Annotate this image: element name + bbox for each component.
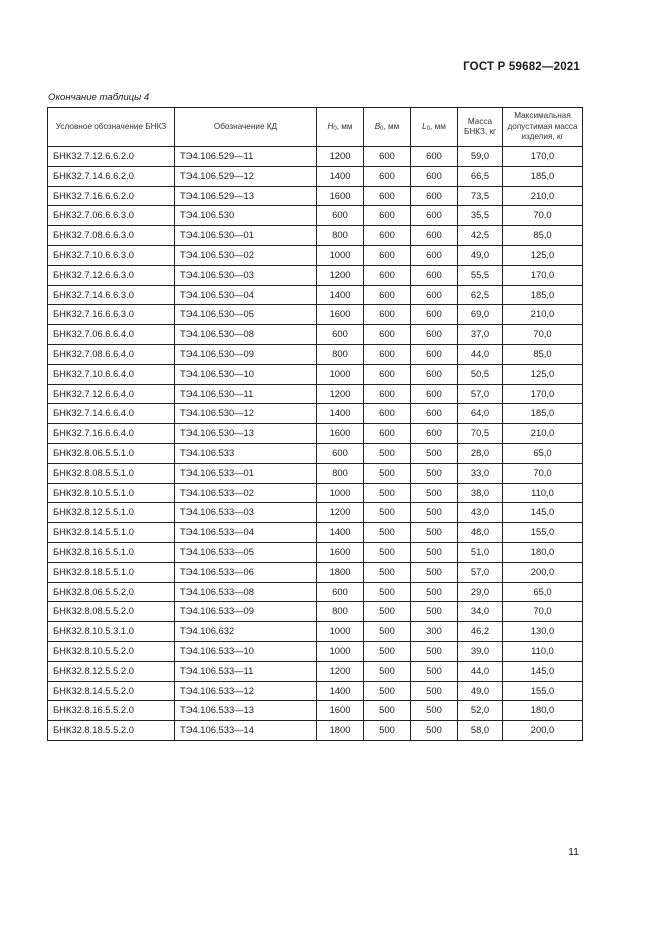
cell-b0: 600 xyxy=(364,305,411,325)
cell-max-mass: 85,0 xyxy=(503,226,583,246)
cell-kd: ТЭ4.106.530—10 xyxy=(175,364,317,384)
cell-h0: 1600 xyxy=(317,424,364,444)
cell-b0: 500 xyxy=(364,582,411,602)
cell-b0: 600 xyxy=(364,265,411,285)
cell-b0: 500 xyxy=(364,721,411,741)
cell-kd: ТЭ4.106.533—03 xyxy=(175,503,317,523)
col-header-max-mass: Максимальная допустимая масса изделия, кг xyxy=(503,108,583,147)
cell-b0: 600 xyxy=(364,325,411,345)
table-row xyxy=(48,443,583,463)
table-row xyxy=(48,206,583,226)
cell-designation: БНК32.8.14.5.5.1.0 xyxy=(48,523,175,543)
cell-max-mass: 180,0 xyxy=(503,701,583,721)
cell-h0: 800 xyxy=(317,344,364,364)
cell-designation: БНК32.8.10.5.5.1.0 xyxy=(48,483,175,503)
cell-kd: ТЭ4.106.533—01 xyxy=(175,463,317,483)
cell-max-mass: 125,0 xyxy=(503,364,583,384)
cell-mass: 70,5 xyxy=(458,424,503,444)
cell-l0: 500 xyxy=(411,503,458,523)
cell-h0: 600 xyxy=(317,325,364,345)
cell-designation: БНК32.8.06.5.5.1.0 xyxy=(48,443,175,463)
cell-mass: 58,0 xyxy=(458,721,503,741)
cell-max-mass: 70,0 xyxy=(503,463,583,483)
table-row xyxy=(48,424,583,444)
cell-l0: 500 xyxy=(411,463,458,483)
cell-b0: 500 xyxy=(364,622,411,642)
cell-b0: 600 xyxy=(364,364,411,384)
cell-max-mass: 210,0 xyxy=(503,424,583,444)
cell-h0: 600 xyxy=(317,206,364,226)
cell-mass: 37,0 xyxy=(458,325,503,345)
specs-table xyxy=(47,107,583,741)
cell-b0: 500 xyxy=(364,602,411,622)
cell-mass: 48,0 xyxy=(458,523,503,543)
cell-mass: 66,5 xyxy=(458,166,503,186)
cell-designation: БНК32.7.06.6.6.4.0 xyxy=(48,325,175,345)
cell-mass: 69,0 xyxy=(458,305,503,325)
table-row xyxy=(48,463,583,483)
cell-kd: ТЭ4.106.533—04 xyxy=(175,523,317,543)
cell-l0: 500 xyxy=(411,443,458,463)
cell-b0: 500 xyxy=(364,523,411,543)
col-header-designation: Условное обозначение БНКЗ xyxy=(48,108,175,147)
cell-kd: ТЭ4.106.530—03 xyxy=(175,265,317,285)
cell-max-mass: 125,0 xyxy=(503,245,583,265)
cell-kd: ТЭ4.106.533—02 xyxy=(175,483,317,503)
cell-b0: 600 xyxy=(364,206,411,226)
cell-h0: 1200 xyxy=(317,384,364,404)
cell-b0: 600 xyxy=(364,344,411,364)
cell-designation: БНК32.8.08.5.5.2.0 xyxy=(48,602,175,622)
table-row xyxy=(48,582,583,602)
table-row xyxy=(48,364,583,384)
cell-max-mass: 65,0 xyxy=(503,443,583,463)
cell-mass: 42,5 xyxy=(458,226,503,246)
cell-h0: 1400 xyxy=(317,404,364,424)
cell-max-mass: 200,0 xyxy=(503,562,583,582)
cell-kd: ТЭ4.106.533—05 xyxy=(175,542,317,562)
cell-designation: БНК32.7.14.6.6.2.0 xyxy=(48,166,175,186)
cell-designation: БНК32.7.16.6.6.3.0 xyxy=(48,305,175,325)
cell-b0: 500 xyxy=(364,443,411,463)
cell-b0: 500 xyxy=(364,483,411,503)
cell-max-mass: 70,0 xyxy=(503,602,583,622)
cell-mass: 46,2 xyxy=(458,622,503,642)
cell-h0: 1600 xyxy=(317,305,364,325)
cell-max-mass: 65,0 xyxy=(503,582,583,602)
table-row xyxy=(48,166,583,186)
cell-designation: БНК32.8.18.5.5.1.0 xyxy=(48,562,175,582)
cell-kd: ТЭ4.106.530—09 xyxy=(175,344,317,364)
cell-mass: 35,5 xyxy=(458,206,503,226)
cell-h0: 1600 xyxy=(317,701,364,721)
cell-h0: 800 xyxy=(317,602,364,622)
cell-mass: 44,0 xyxy=(458,661,503,681)
cell-mass: 28,0 xyxy=(458,443,503,463)
cell-b0: 600 xyxy=(364,147,411,167)
cell-l0: 500 xyxy=(411,523,458,543)
cell-max-mass: 170,0 xyxy=(503,384,583,404)
cell-kd: ТЭ4.106.533—10 xyxy=(175,641,317,661)
cell-l0: 600 xyxy=(411,344,458,364)
cell-mass: 38,0 xyxy=(458,483,503,503)
cell-kd: ТЭ4.106.530—02 xyxy=(175,245,317,265)
cell-h0: 1200 xyxy=(317,661,364,681)
table-row xyxy=(48,542,583,562)
cell-l0: 600 xyxy=(411,305,458,325)
cell-designation: БНК32.8.12.5.5.1.0 xyxy=(48,503,175,523)
cell-kd: ТЭ4.106.533—06 xyxy=(175,562,317,582)
cell-l0: 600 xyxy=(411,245,458,265)
table-row xyxy=(48,562,583,582)
cell-b0: 600 xyxy=(364,166,411,186)
cell-max-mass: 145,0 xyxy=(503,503,583,523)
table-row xyxy=(48,523,583,543)
cell-l0: 600 xyxy=(411,404,458,424)
col-header-kd: Обозначение КД xyxy=(175,108,317,147)
cell-max-mass: 210,0 xyxy=(503,305,583,325)
cell-h0: 1600 xyxy=(317,186,364,206)
table-row xyxy=(48,245,583,265)
cell-mass: 64,0 xyxy=(458,404,503,424)
col-header-mass: Масса БНКЗ, кг xyxy=(458,108,503,147)
cell-max-mass: 185,0 xyxy=(503,404,583,424)
table-caption: Окончание таблицы 4 xyxy=(48,92,150,103)
cell-mass: 57,0 xyxy=(458,562,503,582)
cell-b0: 600 xyxy=(364,384,411,404)
cell-h0: 1000 xyxy=(317,483,364,503)
cell-kd: ТЭ4.106.533 xyxy=(175,443,317,463)
cell-kd: ТЭ4.106.529—13 xyxy=(175,186,317,206)
cell-h0: 1000 xyxy=(317,622,364,642)
cell-designation: БНК32.8.06.5.5.2.0 xyxy=(48,582,175,602)
table-row xyxy=(48,147,583,167)
cell-l0: 600 xyxy=(411,364,458,384)
cell-b0: 500 xyxy=(364,503,411,523)
cell-mass: 51,0 xyxy=(458,542,503,562)
cell-l0: 600 xyxy=(411,226,458,246)
table-row xyxy=(48,305,583,325)
col-header-l0: $L_0$, мм xyxy=(411,108,458,147)
cell-kd: ТЭ4.106.529—12 xyxy=(175,166,317,186)
cell-designation: БНК32.7.06.6.6.3.0 xyxy=(48,206,175,226)
cell-designation: БНК32.8.14.5.5.2.0 xyxy=(48,681,175,701)
table-row xyxy=(48,384,583,404)
cell-max-mass: 170,0 xyxy=(503,265,583,285)
cell-l0: 500 xyxy=(411,562,458,582)
cell-b0: 500 xyxy=(364,681,411,701)
table-row xyxy=(48,503,583,523)
cell-kd: ТЭ4.106.533—14 xyxy=(175,721,317,741)
cell-h0: 1200 xyxy=(317,503,364,523)
table-row xyxy=(48,285,583,305)
cell-designation: БНК32.8.08.5.5.1.0 xyxy=(48,463,175,483)
cell-mass: 49,0 xyxy=(458,681,503,701)
cell-h0: 1000 xyxy=(317,641,364,661)
cell-l0: 500 xyxy=(411,721,458,741)
cell-designation: БНК32.7.08.6.6.4.0 xyxy=(48,344,175,364)
cell-kd: ТЭ4.106.530—05 xyxy=(175,305,317,325)
cell-l0: 500 xyxy=(411,602,458,622)
cell-max-mass: 70,0 xyxy=(503,325,583,345)
cell-l0: 500 xyxy=(411,661,458,681)
table-row xyxy=(48,641,583,661)
table-row xyxy=(48,721,583,741)
cell-b0: 600 xyxy=(364,245,411,265)
cell-kd: ТЭ4.106.530—08 xyxy=(175,325,317,345)
cell-max-mass: 210,0 xyxy=(503,186,583,206)
table-row xyxy=(48,602,583,622)
document-code: ГОСТ Р 59682—2021 xyxy=(463,61,580,73)
cell-mass: 59,0 xyxy=(458,147,503,167)
table-header-row xyxy=(48,108,583,147)
cell-kd: ТЭ4.106.533—11 xyxy=(175,661,317,681)
table-row xyxy=(48,265,583,285)
cell-mass: 39,0 xyxy=(458,641,503,661)
table-row xyxy=(48,661,583,681)
cell-designation: БНК32.8.10.5.3.1.0 xyxy=(48,622,175,642)
cell-designation: БНК32.7.12.6.6.3.0 xyxy=(48,265,175,285)
cell-designation: БНК32.7.16.6.6.2.0 xyxy=(48,186,175,206)
cell-b0: 600 xyxy=(364,404,411,424)
cell-designation: БНК32.7.10.6.6.4.0 xyxy=(48,364,175,384)
cell-kd: ТЭ4.106.530—13 xyxy=(175,424,317,444)
cell-kd: ТЭ4.106.529—11 xyxy=(175,147,317,167)
cell-b0: 500 xyxy=(364,641,411,661)
cell-b0: 500 xyxy=(364,463,411,483)
cell-designation: БНК32.7.08.6.6.3.0 xyxy=(48,226,175,246)
cell-l0: 600 xyxy=(411,384,458,404)
cell-designation: БНК32.8.12.5.5.2.0 xyxy=(48,661,175,681)
cell-h0: 1000 xyxy=(317,245,364,265)
cell-l0: 600 xyxy=(411,265,458,285)
table-row xyxy=(48,186,583,206)
cell-b0: 600 xyxy=(364,285,411,305)
cell-h0: 1600 xyxy=(317,542,364,562)
cell-h0: 1000 xyxy=(317,364,364,384)
cell-designation: БНК32.7.12.6.6.4.0 xyxy=(48,384,175,404)
cell-kd: ТЭ4.106.530—04 xyxy=(175,285,317,305)
cell-h0: 1400 xyxy=(317,523,364,543)
cell-b0: 500 xyxy=(364,661,411,681)
cell-designation: БНК32.7.14.6.6.4.0 xyxy=(48,404,175,424)
cell-kd: ТЭ4.106.632 xyxy=(175,622,317,642)
cell-designation: БНК32.8.16.5.5.2.0 xyxy=(48,701,175,721)
cell-l0: 500 xyxy=(411,483,458,503)
table-row xyxy=(48,404,583,424)
cell-max-mass: 155,0 xyxy=(503,523,583,543)
cell-max-mass: 110,0 xyxy=(503,641,583,661)
cell-designation: БНК32.8.18.5.5.2.0 xyxy=(48,721,175,741)
page-number: 11 xyxy=(568,846,579,858)
cell-mass: 43,0 xyxy=(458,503,503,523)
cell-h0: 1200 xyxy=(317,265,364,285)
cell-l0: 500 xyxy=(411,681,458,701)
cell-l0: 600 xyxy=(411,166,458,186)
cell-l0: 600 xyxy=(411,325,458,345)
cell-mass: 55,5 xyxy=(458,265,503,285)
cell-max-mass: 110,0 xyxy=(503,483,583,503)
cell-l0: 600 xyxy=(411,285,458,305)
cell-kd: ТЭ4.106.530—12 xyxy=(175,404,317,424)
cell-b0: 600 xyxy=(364,424,411,444)
col-header-h0: $H_0$, мм xyxy=(317,108,364,147)
cell-b0: 500 xyxy=(364,562,411,582)
cell-h0: 600 xyxy=(317,582,364,602)
cell-h0: 600 xyxy=(317,443,364,463)
cell-designation: БНК32.7.10.6.6.3.0 xyxy=(48,245,175,265)
table-row xyxy=(48,701,583,721)
cell-h0: 1800 xyxy=(317,721,364,741)
cell-designation: БНК32.8.10.5.5.2.0 xyxy=(48,641,175,661)
cell-l0: 500 xyxy=(411,701,458,721)
cell-l0: 600 xyxy=(411,147,458,167)
cell-max-mass: 170,0 xyxy=(503,147,583,167)
cell-designation: БНК32.7.12.6.6.2.0 xyxy=(48,147,175,167)
cell-mass: 33,0 xyxy=(458,463,503,483)
cell-kd: ТЭ4.106.533—12 xyxy=(175,681,317,701)
cell-l0: 500 xyxy=(411,542,458,562)
cell-mass: 52,0 xyxy=(458,701,503,721)
cell-l0: 600 xyxy=(411,186,458,206)
cell-mass: 34,0 xyxy=(458,602,503,622)
cell-max-mass: 155,0 xyxy=(503,681,583,701)
cell-max-mass: 130,0 xyxy=(503,622,583,642)
cell-mass: 73,5 xyxy=(458,186,503,206)
table-row xyxy=(48,622,583,642)
table-row xyxy=(48,226,583,246)
cell-l0: 600 xyxy=(411,206,458,226)
cell-kd: ТЭ4.106.530—11 xyxy=(175,384,317,404)
cell-l0: 500 xyxy=(411,641,458,661)
cell-designation: БНК32.8.16.5.5.1.0 xyxy=(48,542,175,562)
cell-b0: 600 xyxy=(364,186,411,206)
cell-mass: 29,0 xyxy=(458,582,503,602)
cell-kd: ТЭ4.106.530 xyxy=(175,206,317,226)
cell-kd: ТЭ4.106.533—08 xyxy=(175,582,317,602)
table-row xyxy=(48,483,583,503)
cell-max-mass: 145,0 xyxy=(503,661,583,681)
cell-designation: БНК32.7.16.6.6.4.0 xyxy=(48,424,175,444)
cell-l0: 500 xyxy=(411,582,458,602)
cell-h0: 1400 xyxy=(317,681,364,701)
cell-max-mass: 180,0 xyxy=(503,542,583,562)
cell-h0: 800 xyxy=(317,226,364,246)
cell-mass: 50,5 xyxy=(458,364,503,384)
cell-h0: 1200 xyxy=(317,147,364,167)
cell-max-mass: 85,0 xyxy=(503,344,583,364)
cell-mass: 57,0 xyxy=(458,384,503,404)
cell-max-mass: 70,0 xyxy=(503,206,583,226)
cell-mass: 44,0 xyxy=(458,344,503,364)
col-header-b0: $B_0$, мм xyxy=(364,108,411,147)
cell-max-mass: 200,0 xyxy=(503,721,583,741)
cell-kd: ТЭ4.106.530—01 xyxy=(175,226,317,246)
cell-b0: 500 xyxy=(364,542,411,562)
cell-max-mass: 185,0 xyxy=(503,285,583,305)
table-row xyxy=(48,325,583,345)
cell-b0: 600 xyxy=(364,226,411,246)
cell-h0: 1400 xyxy=(317,166,364,186)
cell-max-mass: 185,0 xyxy=(503,166,583,186)
table-row xyxy=(48,681,583,701)
cell-h0: 800 xyxy=(317,463,364,483)
cell-b0: 500 xyxy=(364,701,411,721)
table-row xyxy=(48,344,583,364)
cell-kd: ТЭ4.106.533—09 xyxy=(175,602,317,622)
cell-l0: 600 xyxy=(411,424,458,444)
cell-h0: 1400 xyxy=(317,285,364,305)
cell-l0: 300 xyxy=(411,622,458,642)
cell-mass: 62,5 xyxy=(458,285,503,305)
cell-h0: 1800 xyxy=(317,562,364,582)
cell-mass: 49,0 xyxy=(458,245,503,265)
cell-kd: ТЭ4.106.533—13 xyxy=(175,701,317,721)
cell-designation: БНК32.7.14.6.6.3.0 xyxy=(48,285,175,305)
